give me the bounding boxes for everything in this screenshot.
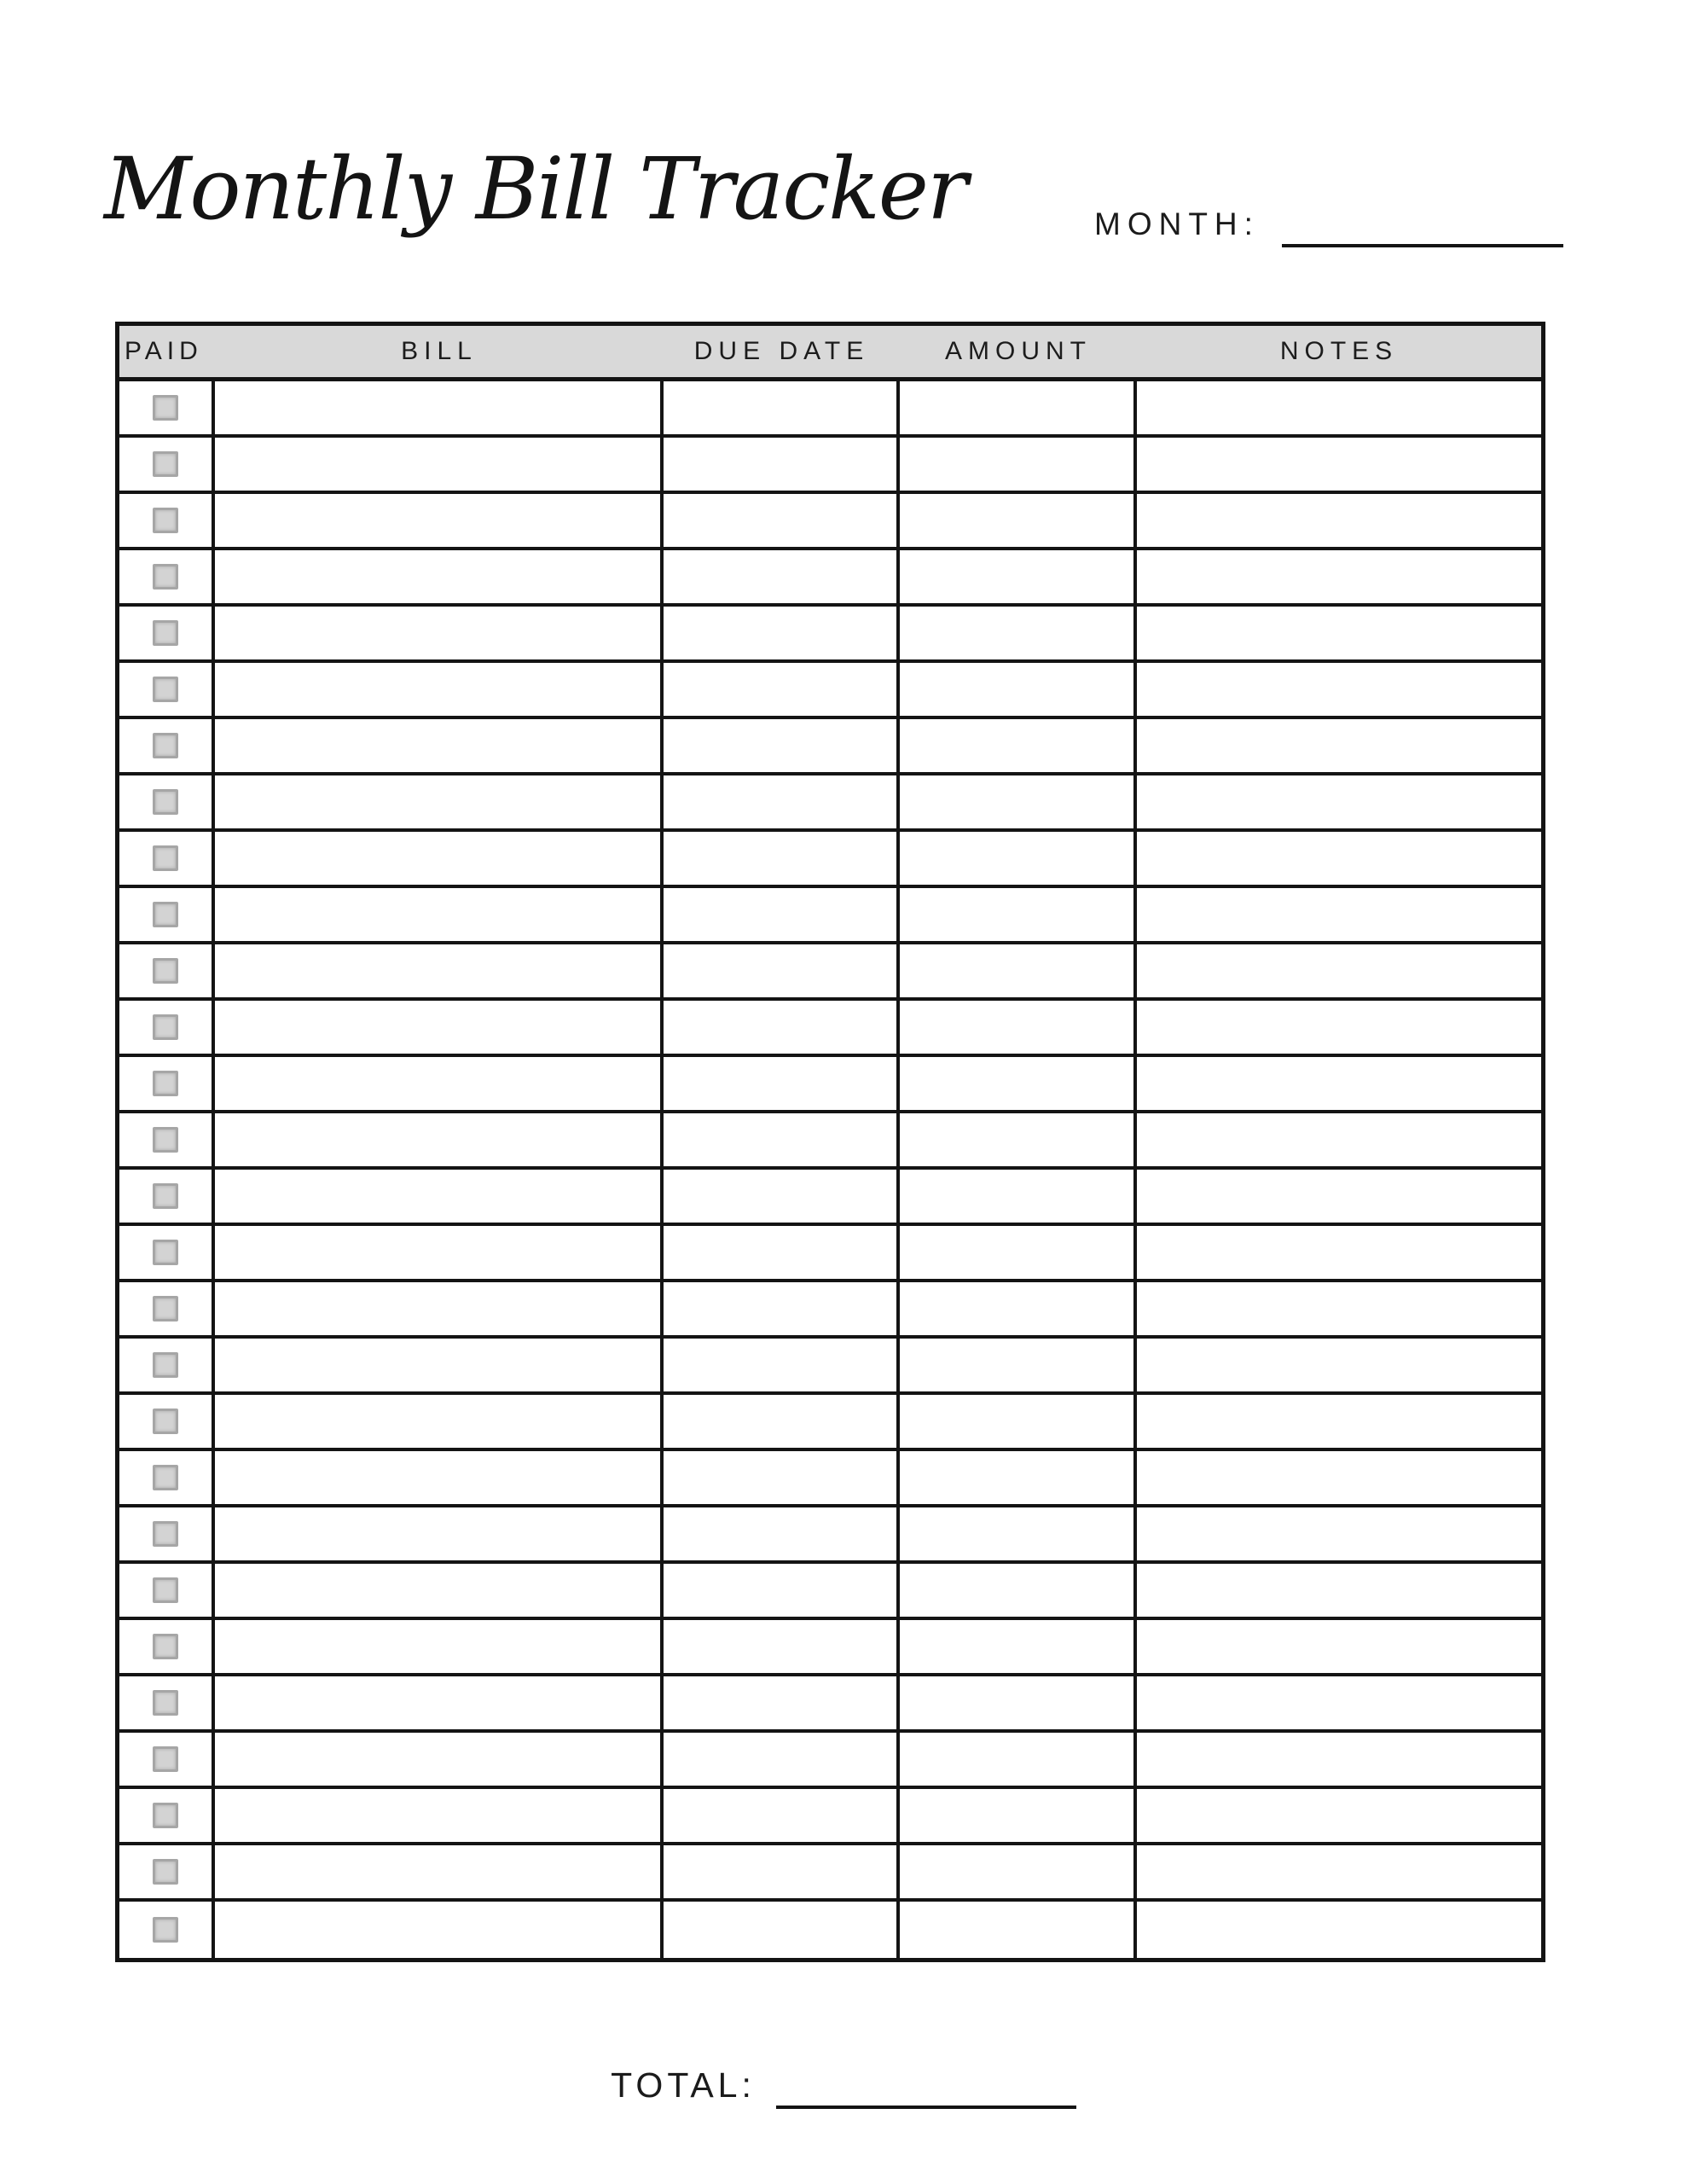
cell-notes[interactable]	[1137, 1620, 1541, 1673]
table-row	[119, 1001, 1541, 1057]
cell-due-date[interactable]	[664, 1057, 900, 1110]
cell-paid	[119, 1001, 215, 1054]
cell-due-date[interactable]	[664, 1733, 900, 1786]
cell-paid	[119, 1170, 215, 1223]
paid-checkbox[interactable]	[153, 451, 178, 477]
cell-due-date[interactable]	[664, 1902, 900, 1958]
paid-checkbox[interactable]	[153, 677, 178, 702]
cell-due-date[interactable]	[664, 1507, 900, 1560]
cell-paid	[119, 494, 215, 547]
table-header	[119, 326, 1541, 381]
bill-table	[115, 322, 1545, 1962]
cell-bill[interactable]	[215, 550, 664, 603]
cell-paid	[119, 550, 215, 603]
paid-checkbox[interactable]	[153, 1577, 178, 1603]
cell-amount[interactable]	[900, 1001, 1137, 1054]
cell-bill[interactable]	[215, 1676, 664, 1729]
paid-checkbox[interactable]	[153, 1803, 178, 1828]
cell-notes[interactable]	[1137, 1113, 1541, 1166]
cell-notes[interactable]	[1137, 1395, 1541, 1448]
cell-notes[interactable]	[1137, 438, 1541, 491]
cell-bill[interactable]	[215, 1902, 664, 1958]
cell-paid	[119, 888, 215, 941]
cell-due-date[interactable]	[664, 381, 900, 434]
table-row	[119, 1507, 1541, 1564]
table-row	[119, 1733, 1541, 1789]
cell-paid	[119, 663, 215, 716]
paid-checkbox[interactable]	[153, 564, 178, 590]
total-input-line[interactable]	[776, 2065, 1076, 2109]
table-row	[119, 1226, 1541, 1282]
cell-due-date[interactable]	[664, 494, 900, 547]
cell-due-date[interactable]	[664, 888, 900, 941]
table-row	[119, 888, 1541, 944]
cell-due-date[interactable]	[664, 1170, 900, 1223]
cell-amount[interactable]	[900, 438, 1137, 491]
cell-bill[interactable]	[215, 775, 664, 828]
cell-notes[interactable]	[1137, 550, 1541, 603]
cell-notes[interactable]	[1137, 663, 1541, 716]
paid-checkbox[interactable]	[153, 620, 178, 646]
cell-amount[interactable]	[900, 1282, 1137, 1335]
cell-amount[interactable]	[900, 1902, 1137, 1958]
cell-bill[interactable]	[215, 663, 664, 716]
cell-paid	[119, 1620, 215, 1673]
cell-bill[interactable]	[215, 1845, 664, 1898]
cell-bill[interactable]	[215, 607, 664, 659]
cell-bill[interactable]	[215, 1282, 664, 1335]
table-row	[119, 607, 1541, 663]
cell-due-date[interactable]	[664, 1339, 900, 1391]
cell-notes[interactable]	[1137, 607, 1541, 659]
cell-notes[interactable]	[1137, 1507, 1541, 1560]
paid-checkbox[interactable]	[153, 1240, 178, 1265]
cell-notes[interactable]	[1137, 381, 1541, 434]
month-label: MONTH:	[1094, 206, 1260, 241]
paid-checkbox[interactable]	[153, 789, 178, 815]
cell-due-date[interactable]	[664, 607, 900, 659]
cell-amount[interactable]	[900, 1789, 1137, 1842]
cell-amount[interactable]	[900, 1845, 1137, 1898]
cell-notes[interactable]	[1137, 1564, 1541, 1617]
cell-due-date[interactable]	[664, 1001, 900, 1054]
paid-checkbox[interactable]	[153, 1634, 178, 1659]
paid-checkbox[interactable]	[153, 1917, 178, 1943]
cell-paid	[119, 1226, 215, 1279]
cell-paid	[119, 1676, 215, 1729]
table-row	[119, 719, 1541, 775]
paid-checkbox[interactable]	[153, 845, 178, 871]
cell-paid	[119, 438, 215, 491]
cell-due-date[interactable]	[664, 1395, 900, 1448]
table-row	[119, 1902, 1541, 1958]
cell-paid	[119, 1564, 215, 1617]
cell-amount[interactable]	[900, 1564, 1137, 1617]
cell-paid	[119, 1057, 215, 1110]
cell-due-date[interactable]	[664, 1789, 900, 1842]
table-row	[119, 1339, 1541, 1395]
cell-amount[interactable]	[900, 1451, 1137, 1504]
cell-due-date[interactable]	[664, 1282, 900, 1335]
cell-paid	[119, 1339, 215, 1391]
cell-notes[interactable]	[1137, 1339, 1541, 1391]
cell-notes[interactable]	[1137, 1845, 1541, 1898]
cell-notes[interactable]	[1137, 1282, 1541, 1335]
cell-amount[interactable]	[900, 1395, 1137, 1448]
cell-notes[interactable]	[1137, 1170, 1541, 1223]
cell-amount[interactable]	[900, 1676, 1137, 1729]
cell-notes[interactable]	[1137, 775, 1541, 828]
col-header-bill: BILL	[401, 337, 478, 365]
paid-checkbox[interactable]	[153, 902, 178, 927]
cell-notes[interactable]	[1137, 832, 1541, 885]
cell-notes[interactable]	[1137, 944, 1541, 997]
cell-due-date[interactable]	[664, 1676, 900, 1729]
cell-notes[interactable]	[1137, 1676, 1541, 1729]
cell-amount[interactable]	[900, 1170, 1137, 1223]
table-row	[119, 1057, 1541, 1113]
paid-checkbox[interactable]	[153, 1071, 178, 1096]
paid-checkbox[interactable]	[153, 1014, 178, 1040]
month-field	[1094, 205, 1563, 247]
table-row	[119, 1620, 1541, 1676]
cell-paid	[119, 1395, 215, 1448]
paid-checkbox[interactable]	[153, 1409, 178, 1434]
cell-due-date[interactable]	[664, 1226, 900, 1279]
cell-amount[interactable]	[900, 663, 1137, 716]
cell-amount[interactable]	[900, 1113, 1137, 1166]
table-row	[119, 1789, 1541, 1845]
col-header-notes: NOTES	[1279, 337, 1399, 365]
paid-checkbox[interactable]	[153, 1352, 178, 1378]
total-field	[0, 2065, 1687, 2109]
cell-notes[interactable]	[1137, 1057, 1541, 1110]
cell-amount[interactable]	[900, 1057, 1137, 1110]
cell-amount[interactable]	[900, 832, 1137, 885]
cell-paid	[119, 1282, 215, 1335]
cell-paid	[119, 1113, 215, 1166]
table-row	[119, 944, 1541, 1001]
cell-paid	[119, 1451, 215, 1504]
cell-amount[interactable]	[900, 381, 1137, 434]
col-header-paid: PAID	[125, 337, 203, 365]
cell-paid	[119, 775, 215, 828]
cell-due-date[interactable]	[664, 775, 900, 828]
table-row	[119, 381, 1541, 438]
cell-amount[interactable]	[900, 1733, 1137, 1786]
table-row	[119, 1845, 1541, 1902]
cell-notes[interactable]	[1137, 888, 1541, 941]
cell-amount[interactable]	[900, 494, 1137, 547]
paid-checkbox[interactable]	[153, 733, 178, 758]
cell-notes[interactable]	[1137, 1902, 1541, 1958]
cell-due-date[interactable]	[664, 832, 900, 885]
cell-bill[interactable]	[215, 944, 664, 997]
cell-due-date[interactable]	[664, 438, 900, 491]
cell-bill[interactable]	[215, 832, 664, 885]
cell-amount[interactable]	[900, 1226, 1137, 1279]
cell-bill[interactable]	[215, 1057, 664, 1110]
paid-checkbox[interactable]	[153, 1746, 178, 1772]
cell-bill[interactable]	[215, 1170, 664, 1223]
cell-notes[interactable]	[1137, 494, 1541, 547]
table-row	[119, 550, 1541, 607]
cell-bill[interactable]	[215, 438, 664, 491]
cell-bill[interactable]	[215, 1001, 664, 1054]
table-row	[119, 775, 1541, 832]
cell-amount[interactable]	[900, 550, 1137, 603]
cell-paid	[119, 607, 215, 659]
table-row	[119, 494, 1541, 550]
paid-checkbox[interactable]	[153, 1465, 178, 1490]
cell-notes[interactable]	[1137, 719, 1541, 772]
page-title: Monthly Bill Tracker	[104, 139, 966, 239]
table-row	[119, 832, 1541, 888]
cell-paid	[119, 1733, 215, 1786]
table-row	[119, 1395, 1541, 1451]
cell-paid	[119, 381, 215, 434]
cell-due-date[interactable]	[664, 719, 900, 772]
cell-paid	[119, 1902, 215, 1958]
cell-bill[interactable]	[215, 1339, 664, 1391]
cell-due-date[interactable]	[664, 1564, 900, 1617]
paid-checkbox[interactable]	[153, 1127, 178, 1153]
cell-bill[interactable]	[215, 1113, 664, 1166]
cell-bill[interactable]	[215, 1564, 664, 1617]
paid-checkbox[interactable]	[153, 958, 178, 984]
cell-bill[interactable]	[215, 1620, 664, 1673]
cell-paid	[119, 944, 215, 997]
cell-notes[interactable]	[1137, 1789, 1541, 1842]
cell-amount[interactable]	[900, 775, 1137, 828]
cell-paid	[119, 832, 215, 885]
cell-bill[interactable]	[215, 1451, 664, 1504]
cell-paid	[119, 719, 215, 772]
cell-due-date[interactable]	[664, 663, 900, 716]
cell-amount[interactable]	[900, 719, 1137, 772]
cell-amount[interactable]	[900, 944, 1137, 997]
table-body	[119, 381, 1541, 1958]
col-header-due-date: DUE DATE	[693, 337, 870, 365]
cell-bill[interactable]	[215, 1789, 664, 1842]
cell-notes[interactable]	[1137, 1733, 1541, 1786]
cell-paid	[119, 1845, 215, 1898]
cell-due-date[interactable]	[664, 1620, 900, 1673]
cell-notes[interactable]	[1137, 1226, 1541, 1279]
cell-notes[interactable]	[1137, 1001, 1541, 1054]
cell-amount[interactable]	[900, 888, 1137, 941]
cell-due-date[interactable]	[664, 1113, 900, 1166]
cell-paid	[119, 1507, 215, 1560]
paid-checkbox[interactable]	[153, 1183, 178, 1209]
cell-bill[interactable]	[215, 381, 664, 434]
cell-amount[interactable]	[900, 1507, 1137, 1560]
paid-checkbox[interactable]	[153, 1296, 178, 1321]
cell-due-date[interactable]	[664, 1845, 900, 1898]
cell-amount[interactable]	[900, 1339, 1137, 1391]
table-row	[119, 1113, 1541, 1170]
table-row	[119, 1451, 1541, 1507]
table-row	[119, 1170, 1541, 1226]
total-label: TOTAL:	[611, 2065, 756, 2105]
month-input-line[interactable]	[1282, 205, 1563, 247]
cell-amount[interactable]	[900, 607, 1137, 659]
paid-checkbox[interactable]	[153, 395, 178, 421]
cell-bill[interactable]	[215, 1733, 664, 1786]
table-row	[119, 1676, 1541, 1733]
cell-bill[interactable]	[215, 719, 664, 772]
table-row	[119, 438, 1541, 494]
cell-bill[interactable]	[215, 494, 664, 547]
table-row	[119, 1564, 1541, 1620]
paid-checkbox[interactable]	[153, 508, 178, 533]
table-row	[119, 1282, 1541, 1339]
table-row	[119, 663, 1541, 719]
cell-paid	[119, 1789, 215, 1842]
cell-bill[interactable]	[215, 1226, 664, 1279]
cell-bill[interactable]	[215, 1507, 664, 1560]
paid-checkbox[interactable]	[153, 1690, 178, 1716]
paid-checkbox[interactable]	[153, 1521, 178, 1547]
cell-due-date[interactable]	[664, 944, 900, 997]
col-header-amount: AMOUNT	[945, 337, 1092, 365]
paid-checkbox[interactable]	[153, 1859, 178, 1885]
cell-bill[interactable]	[215, 1395, 664, 1448]
cell-bill[interactable]	[215, 888, 664, 941]
cell-notes[interactable]	[1137, 1451, 1541, 1504]
cell-due-date[interactable]	[664, 550, 900, 603]
cell-amount[interactable]	[900, 1620, 1137, 1673]
cell-due-date[interactable]	[664, 1451, 900, 1504]
